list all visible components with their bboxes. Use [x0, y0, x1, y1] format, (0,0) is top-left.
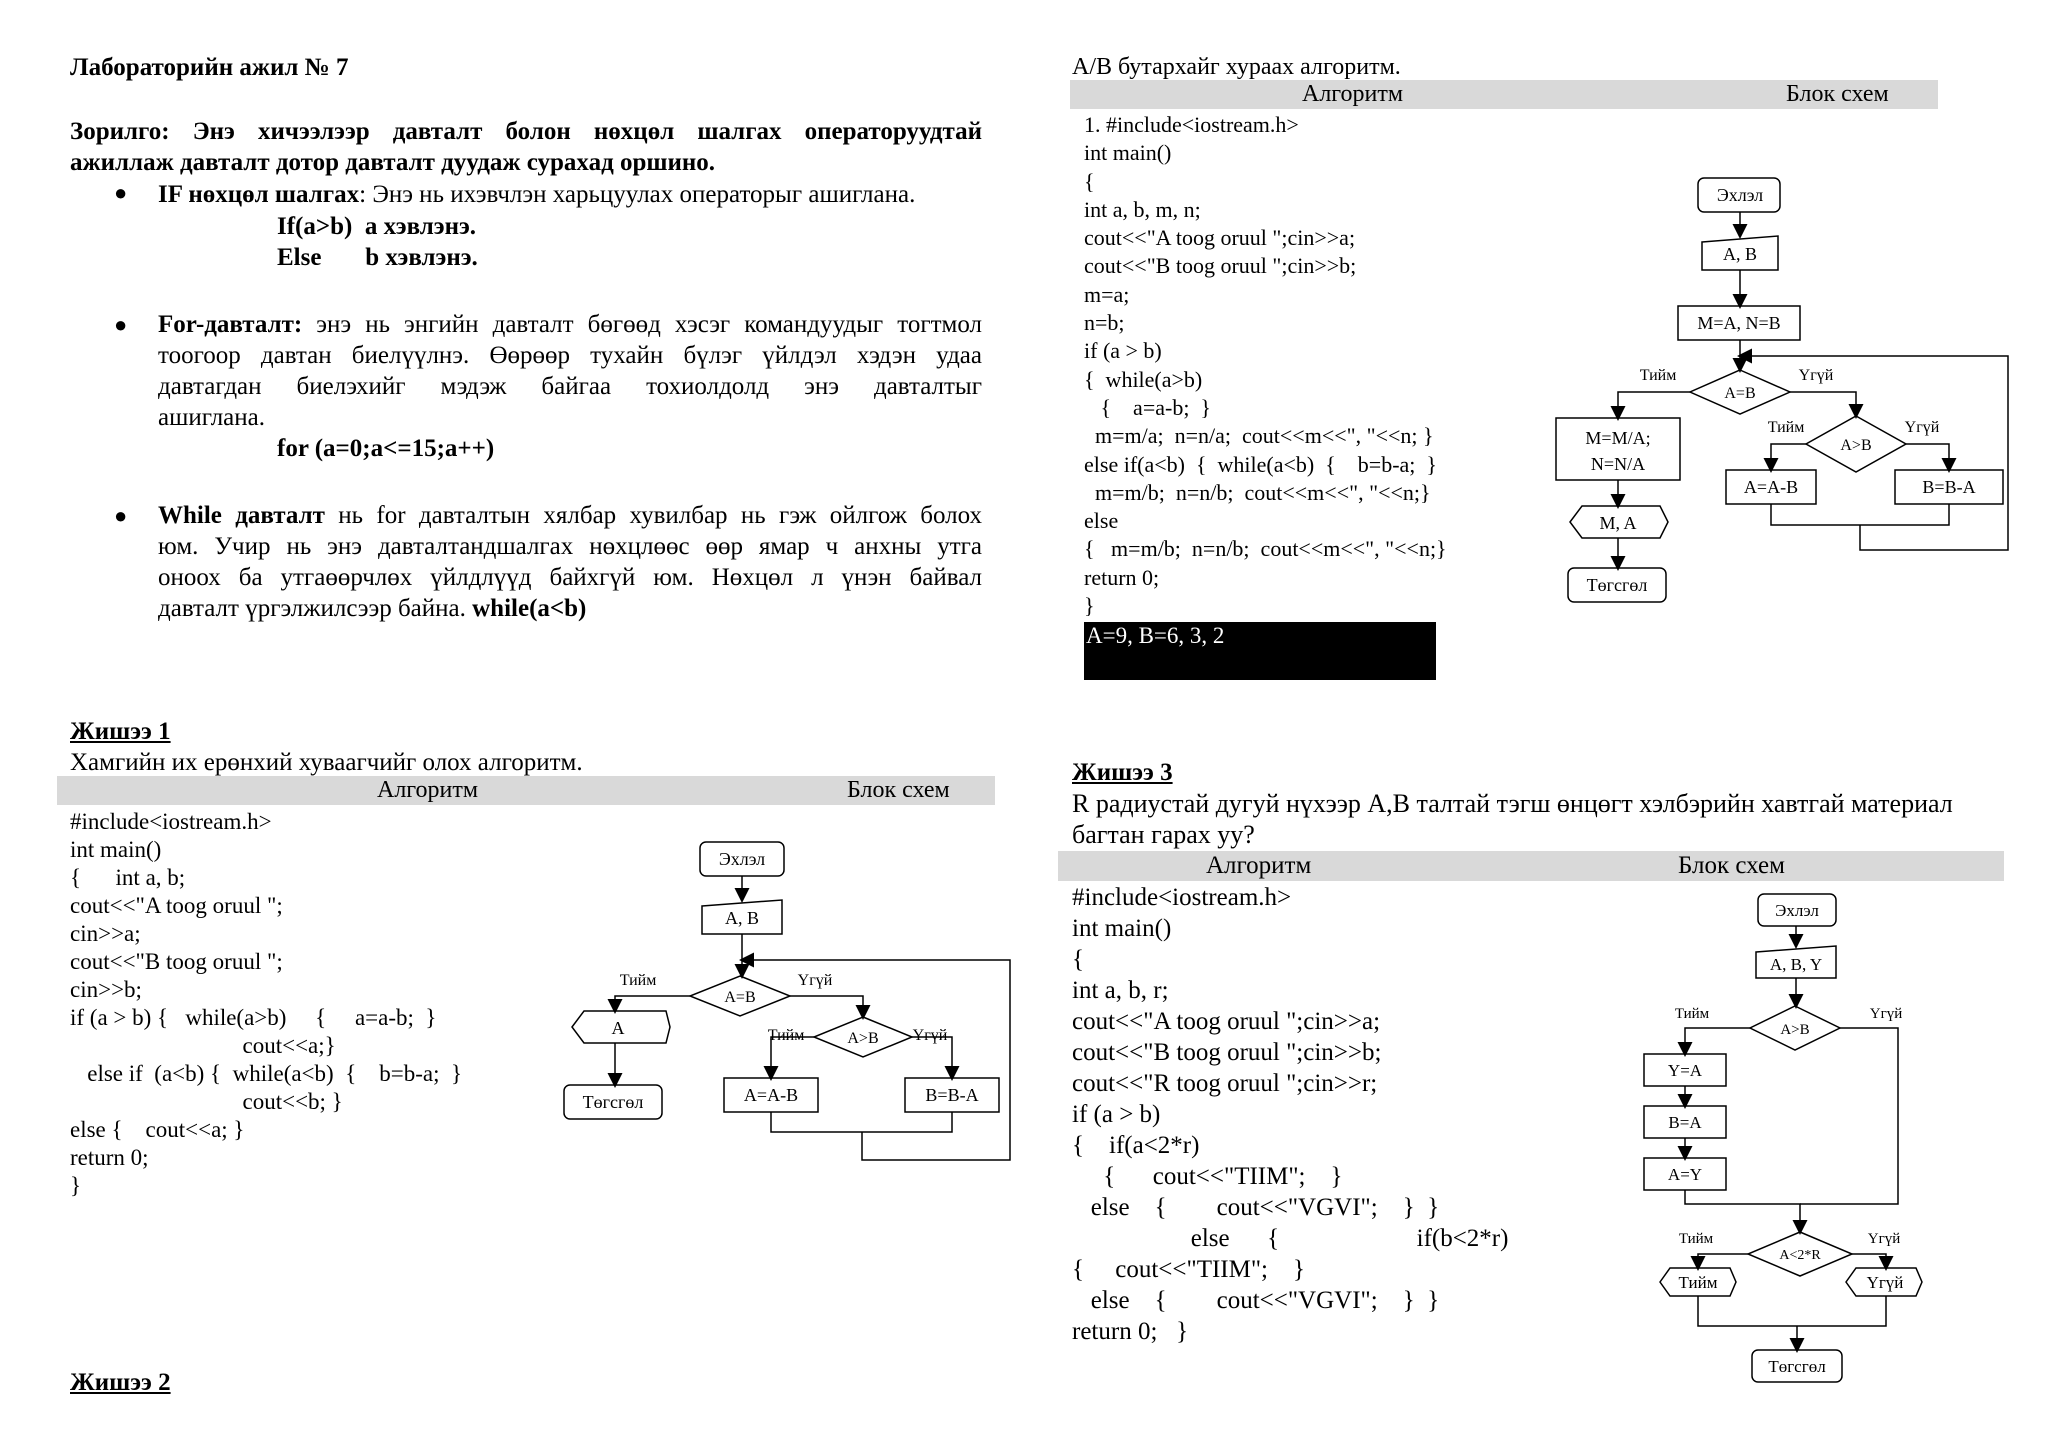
yes2-label: Тийм: [1767, 419, 1805, 436]
code-line: { a=a-b; }: [1084, 394, 1211, 420]
example3-desc-2: багтан гарах уу?: [1072, 820, 1255, 849]
lab-title: Лабораторийн ажил № 7: [70, 54, 349, 81]
no2-label: Үгүй: [1904, 419, 1940, 436]
s1-label: Y=A: [1667, 1061, 1703, 1080]
example3-desc-1: R радиустай дугуй нүхээр A,B талтай тэгш өнцөгт хэлбэрийн хавтгай материал: [1072, 789, 1953, 818]
output-label: A: [611, 1018, 625, 1038]
code-line: cout<<"B toog oruul ";cin>>b;: [1084, 253, 1357, 279]
if-code-1: If(a>b) a хэвлэнэ.: [277, 213, 477, 240]
s2-label: B=A: [1668, 1113, 1702, 1132]
bullet-while-line-4: [158, 593, 586, 624]
bullet-while-text-1: нь for давталтын хялбар хувилбар нь гэж ойлгож болох: [324, 502, 982, 529]
code-line: else { if(b<2*r): [1072, 1225, 1509, 1252]
example2-col-algorithm: Алгоритм: [1302, 81, 1404, 107]
bullet-dot: ●: [114, 312, 128, 337]
code-line: int main(): [1072, 915, 1172, 942]
example3-flowchart: [1630, 886, 1930, 1388]
bullet-while-text-4: давталт үргэлжилсээр байна.: [158, 595, 473, 622]
end-label: Төгсгөл: [1768, 1357, 1826, 1376]
cond2-label: A>B: [1840, 437, 1872, 454]
assign-label: M=A, N=B: [1697, 313, 1781, 333]
code-line: cin>>b;: [70, 977, 142, 1002]
output-label: M, A: [1599, 513, 1637, 533]
code-line: m=m/a; n=n/a; cout<<m<<", "<<n; }: [1084, 423, 1434, 449]
op2-label: B=B-A: [1922, 477, 1976, 497]
code-line: cout<<a;}: [70, 1033, 336, 1058]
yes-label: Тийм: [619, 972, 657, 989]
yes2-label: Тийм: [767, 1027, 805, 1044]
example2-code: [1084, 111, 1447, 620]
out-yes-label: Тийм: [1678, 1273, 1718, 1292]
example2-header-bar: [1070, 80, 1938, 109]
div2-label: N=N/A: [1590, 454, 1646, 474]
example1-code: [70, 808, 462, 1200]
code-line: return 0;: [1084, 564, 1160, 590]
code-line: { if(a<2*r): [1072, 1132, 1200, 1159]
example1-desc: Хамгийн их ерөнхий хуваагчийг олох алгоритм.: [70, 749, 583, 776]
example1-heading: Жишээ 1: [70, 718, 171, 745]
code-line: if (a > b): [1084, 338, 1162, 364]
example2-col-block: Блок схем: [1786, 81, 1889, 107]
cond2-label: A<2*R: [1779, 1248, 1821, 1263]
end-label: Төгсгөл: [1586, 575, 1648, 595]
code-line: 1. #include<iostream.h>: [1084, 112, 1299, 137]
input-label: A, B: [724, 908, 760, 928]
code-line: { while(a>b): [1084, 366, 1203, 392]
code-line: else if (a<b) { while(a<b) { b=b-a; }: [70, 1061, 462, 1086]
example1-col-algorithm: Алгоритм: [377, 777, 479, 803]
cond1-label: A>B: [1780, 1022, 1810, 1038]
example1-flowchart: [550, 830, 1030, 1170]
code-line: cout<<"B toog oruul ";cin>>b;: [1072, 1039, 1382, 1066]
input-label: A, B, Y: [1769, 955, 1823, 974]
code-line: n=b;: [1084, 310, 1125, 336]
code-line: else { cout<<"VGVI"; } }: [1072, 1194, 1440, 1221]
example2-desc: A/B бутархайг хураах алгоритм.: [1072, 54, 1401, 80]
no-label: Үгүй: [1869, 1006, 1903, 1022]
no-label: Үгүй: [797, 972, 833, 989]
bullet-while-head: While давталт: [158, 502, 325, 529]
code-line: {: [1084, 168, 1095, 194]
bullet-for-line-2: тоогоор давтан биелүүлнэ. Өөрөөр тухайн бүлэг үйлдэл хэдэн удаа: [158, 342, 982, 369]
code-line: cout<<"A toog oruul ";: [70, 893, 283, 918]
code-line: int main(): [1084, 140, 1172, 166]
example3-code: [1072, 882, 1508, 1347]
code-line: if (a > b): [1072, 1101, 1161, 1128]
op2-label: B=B-A: [925, 1085, 979, 1105]
example2-heading: Жишээ 2: [70, 1369, 171, 1396]
s3-label: A=Y: [1667, 1165, 1703, 1184]
goal-line-1: Зорилго: Энэ хичээлээр давталт болон нөхцөл шалгах операторуудтай: [70, 118, 982, 145]
goal-line-2: ажиллаж давталт дотор давталт дуудаж сурахад оршино.: [70, 149, 716, 176]
example1-col-block: Блок схем: [847, 777, 950, 803]
bullet-for-line-1: [158, 309, 982, 340]
code-line: else: [1084, 508, 1119, 534]
op1-label: A=A-B: [743, 1085, 799, 1105]
bullet-while-line-2: юм. Учир нь энэ давталтандшалгах нөхцлөөс өөр ямар ч анхны утга: [158, 533, 982, 560]
code-line: cin>>a;: [70, 921, 141, 946]
code-line: m=a;: [1084, 281, 1130, 307]
code-line: return 0;: [70, 1145, 149, 1170]
div1-label: M=M/A;: [1585, 428, 1651, 448]
no-label: Үгүй: [1798, 367, 1834, 384]
example3-col-block: Блок схем: [1678, 852, 1785, 879]
bullet-dot: ●: [114, 180, 128, 205]
code-line: if (a > b) { while(a>b) { a=a-b; }: [70, 1005, 437, 1030]
code-line: { cout<<"TIIM"; }: [1072, 1256, 1305, 1283]
bullet-for-line-3: давтагдан биелэхийг мэдэж байгаа тохиолдолд энэ давталтыг: [158, 373, 982, 400]
code-line: else { cout<<"VGVI"; } }: [1072, 1287, 1440, 1314]
example2-flowchart: [1550, 170, 2010, 610]
bullet-for-head: For-давталт:: [158, 311, 303, 338]
bullet-dot: ●: [114, 503, 128, 528]
start-label: Эхлэл: [718, 849, 766, 869]
bullet-if-head: IF нөхцөл шалгах: [158, 181, 360, 208]
yes-label: Тийм: [1639, 367, 1677, 384]
code-line: int a, b, r;: [1072, 977, 1169, 1004]
code-line: {: [1072, 946, 1084, 973]
no2-label: Үгүй: [912, 1027, 948, 1044]
yes2-label: Тийм: [1678, 1231, 1714, 1247]
code-line: cout<<"A toog oruul ";cin>>a;: [1084, 225, 1356, 251]
code-line: { cout<<"TIIM"; }: [1072, 1163, 1343, 1190]
end-label: Төгсгөл: [582, 1092, 644, 1112]
while-code: while(a<b): [472, 595, 587, 622]
code-line: cout<<b; }: [70, 1089, 343, 1114]
bullet-while-line-3: оноох ба утгаөөрчлөх үйлдлүүд байхгүй юм. Нөхцөл л үнэн байвал: [158, 564, 982, 591]
bullet-while-line-1: [158, 500, 982, 531]
code-line: { int a, b;: [70, 865, 186, 890]
code-line: cout<<"A toog oruul ";cin>>a;: [1072, 1008, 1381, 1035]
cond2-label: A>B: [847, 1030, 879, 1047]
console-text: A=9, B=6, 3, 2: [1086, 623, 1225, 648]
code-line: int a, b, m, n;: [1084, 196, 1201, 222]
bullet-for-text-1: энэ нь энгийн давталт бөгөөд хэсэг командуудыг тогтмол: [302, 311, 982, 338]
console-output: [1084, 622, 1436, 680]
example3-header-bar: [1058, 851, 2004, 881]
example1-header-bar: [57, 776, 995, 805]
code-line: cout<<"B toog oruul ";: [70, 949, 283, 974]
start-label: Эхлэл: [1775, 901, 1819, 920]
code-line: return 0; }: [1072, 1318, 1189, 1345]
code-line: { m=m/b; n=n/b; cout<<m<<", "<<n;}: [1084, 536, 1447, 562]
start-label: Эхлэл: [1716, 185, 1764, 205]
op1-label: A=A-B: [1743, 477, 1799, 497]
bullet-if: [158, 179, 915, 210]
code-line: #include<iostream.h>: [1072, 884, 1292, 911]
code-line: int main(): [70, 837, 162, 862]
yes-label: Тийм: [1674, 1006, 1710, 1022]
code-line: m=m/b; n=n/b; cout<<m<<", "<<n;}: [1084, 479, 1431, 505]
input-label: A, B: [1722, 244, 1758, 264]
code-line: }: [70, 1173, 82, 1198]
cond1-label: A=B: [724, 989, 756, 1006]
if-code-2: Else b хэвлэнэ.: [277, 244, 478, 271]
code-line: else { cout<<a; }: [70, 1117, 245, 1142]
example3-heading: Жишээ 3: [1072, 759, 1173, 786]
cond1-label: A=B: [1724, 385, 1756, 402]
example3-col-algorithm: Алгоритм: [1206, 852, 1312, 879]
bullet-if-text: : Энэ нь ихэвчлэн харьцуулах операторыг ашиглана.: [359, 181, 916, 208]
code-line: else if(a<b) { while(a<b) { b=b-a; }: [1084, 451, 1437, 477]
no2-label: Үгүй: [1867, 1231, 1901, 1247]
for-code: for (a=0;a<=15;a++): [277, 435, 495, 462]
code-line: #include<iostream.h>: [70, 809, 272, 834]
code-line: cout<<"R toog oruul ";cin>>r;: [1072, 1070, 1378, 1097]
bullet-for-line-4: ашиглана.: [158, 404, 266, 431]
out-no-label: Үгүй: [1866, 1273, 1904, 1292]
code-line: }: [1084, 593, 1095, 619]
